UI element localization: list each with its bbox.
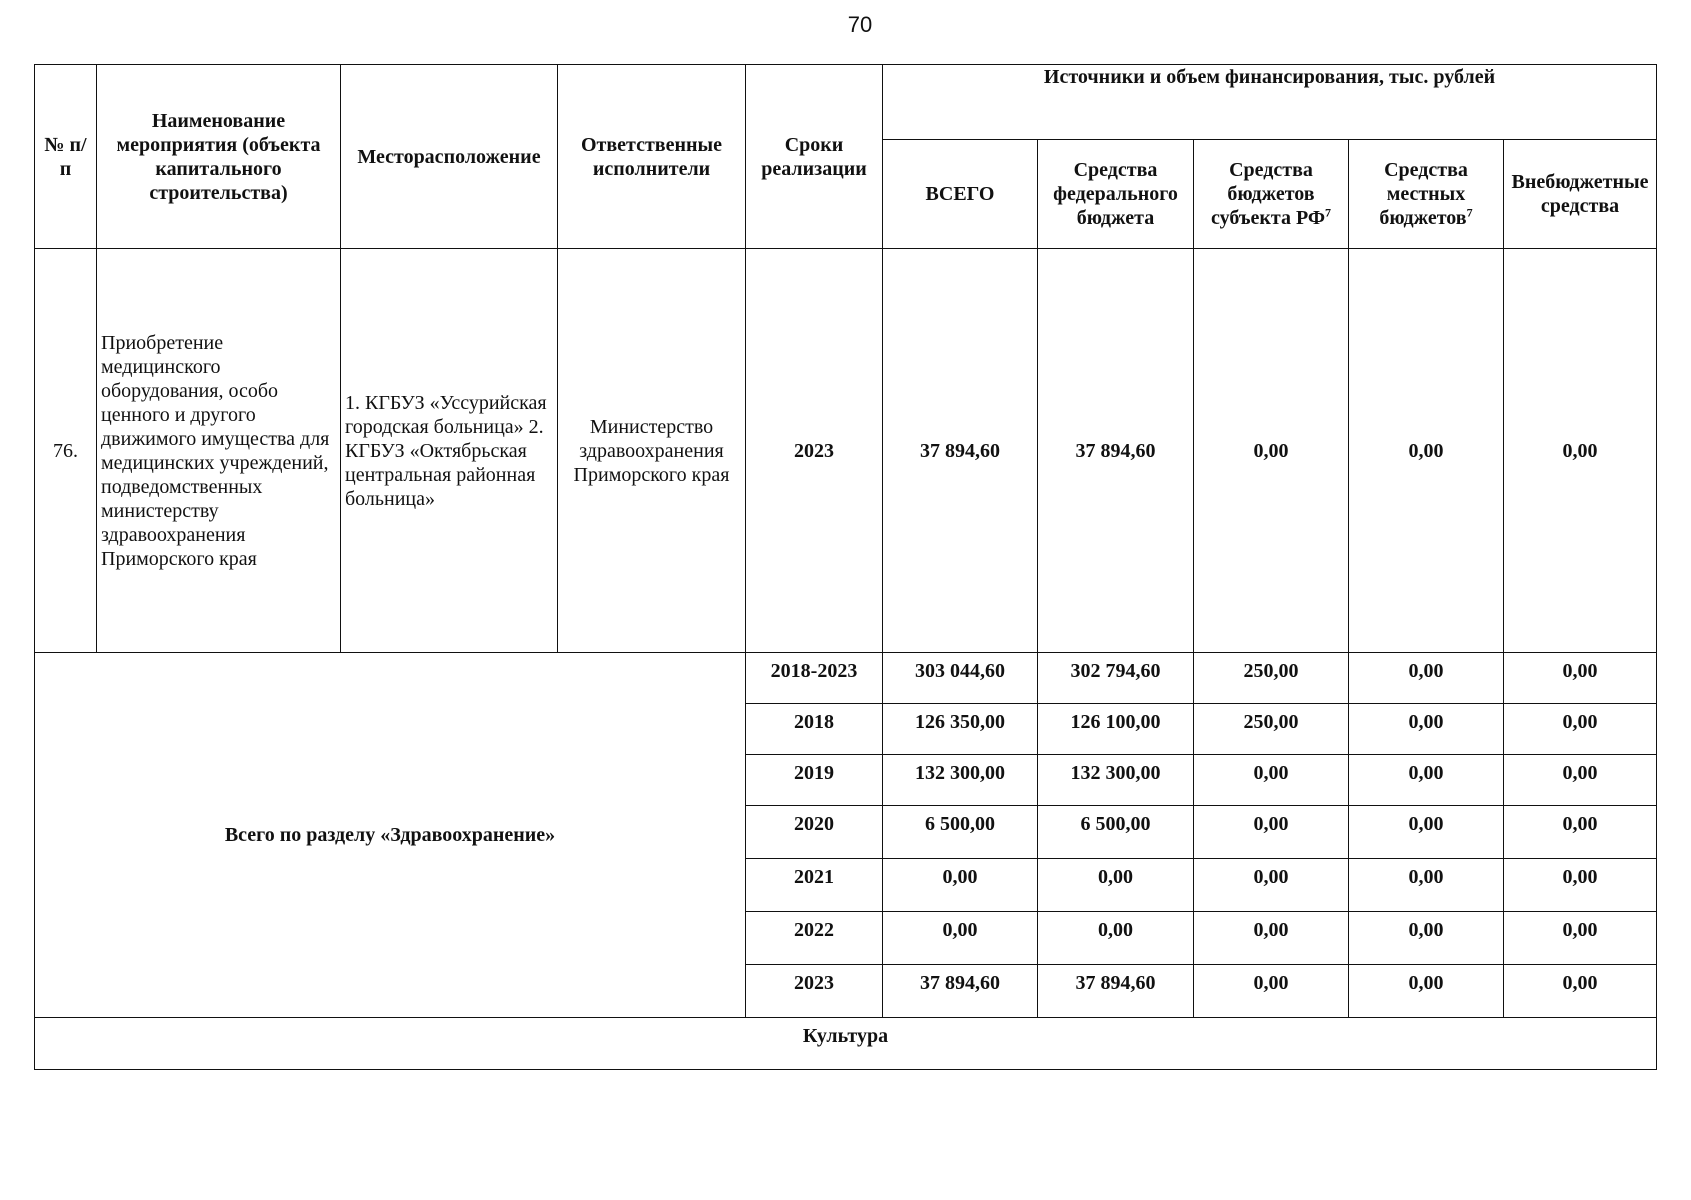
summary-extra: 0,00 [1504,965,1657,1018]
row-local: 0,00 [1349,249,1504,653]
summary-total: 303 044,60 [883,653,1038,704]
summary-federal: 6 500,00 [1038,806,1194,859]
header-period: Сроки реализации [746,65,883,249]
summary-regional: 0,00 [1194,912,1349,965]
row-extra: 0,00 [1504,249,1657,653]
summary-local: 0,00 [1349,806,1504,859]
summary-federal: 0,00 [1038,859,1194,912]
row-location: 1. КГБУЗ «Уссурийская городская больница» 2. КГБУЗ «Октябрьская центральная районная больница» [341,249,558,653]
summary-regional: 250,00 [1194,704,1349,755]
table-row [35,249,1657,653]
summary-total: 126 350,00 [883,704,1038,755]
summary-federal: 302 794,60 [1038,653,1194,704]
summary-total: 0,00 [883,912,1038,965]
header-federal: Средства федерального бюджета [1038,140,1194,249]
summary-extra: 0,00 [1504,806,1657,859]
summary-local: 0,00 [1349,755,1504,806]
summary-regional: 0,00 [1194,965,1349,1018]
summary-year: 2021 [746,859,883,912]
header-regional-label: Средства бюджетов субъекта РФ [1210,159,1326,229]
header-location: Месторасположение [341,65,558,249]
summary-extra: 0,00 [1504,704,1657,755]
header-local [1349,140,1504,249]
summary-local: 0,00 [1349,704,1504,755]
header-total: ВСЕГО [883,140,1038,249]
header-executors: Ответственные исполнители [558,65,746,249]
summary-regional: 0,00 [1194,806,1349,859]
header-local-label: Средства местных бюджетов [1379,159,1468,229]
row-number: 76. [35,249,97,653]
summary-total: 37 894,60 [883,965,1038,1018]
summary-regional: 250,00 [1194,653,1349,704]
summary-federal: 37 894,60 [1038,965,1194,1018]
summary-year: 2020 [746,806,883,859]
page-number: 70 [847,12,873,37]
summary-local: 0,00 [1349,653,1504,704]
summary-year: 2019 [746,755,883,806]
summary-extra: 0,00 [1504,859,1657,912]
table-row [35,653,1657,704]
footnote-mark: 7 [1466,205,1473,220]
section-row [35,1018,1657,1070]
summary-year: 2018-2023 [746,653,883,704]
summary-extra: 0,00 [1504,653,1657,704]
summary-local: 0,00 [1349,859,1504,912]
summary-regional: 0,00 [1194,755,1349,806]
summary-year: 2022 [746,912,883,965]
header-num: № п/п [35,65,97,249]
row-regional: 0,00 [1194,249,1349,653]
summary-local: 0,00 [1349,912,1504,965]
row-executor: Министерство здравоохранения Приморского края [558,249,746,653]
summary-total: 6 500,00 [883,806,1038,859]
summary-total: 132 300,00 [883,755,1038,806]
row-year: 2023 [746,249,883,653]
summary-extra: 0,00 [1504,755,1657,806]
summary-label: Всего по разделу «Здравоохранение» [35,653,746,1018]
footnote-mark: 7 [1325,205,1332,220]
header-extra: Внебюджетные средства [1504,140,1657,249]
summary-regional: 0,00 [1194,859,1349,912]
header-sources: Источники и объем финансирования, тыс. рублей [883,65,1657,140]
section-title-culture: Культура [35,1018,1657,1070]
summary-extra: 0,00 [1504,912,1657,965]
summary-federal: 0,00 [1038,912,1194,965]
summary-federal: 126 100,00 [1038,704,1194,755]
summary-federal: 132 300,00 [1038,755,1194,806]
header-name: Наименование мероприятия (объекта капитального строительства) [97,65,341,249]
row-federal: 37 894,60 [1038,249,1194,653]
summary-year: 2018 [746,704,883,755]
summary-total: 0,00 [883,859,1038,912]
row-total: 37 894,60 [883,249,1038,653]
financing-table [34,64,1657,1070]
summary-year: 2023 [746,965,883,1018]
summary-local: 0,00 [1349,965,1504,1018]
row-name: Приобретение медицинского оборудования, особо ценного и другого движимого имущества для медицинских учреждений, подведомственных министерству здравоохранения Приморского края [97,249,341,653]
header-regional [1194,140,1349,249]
